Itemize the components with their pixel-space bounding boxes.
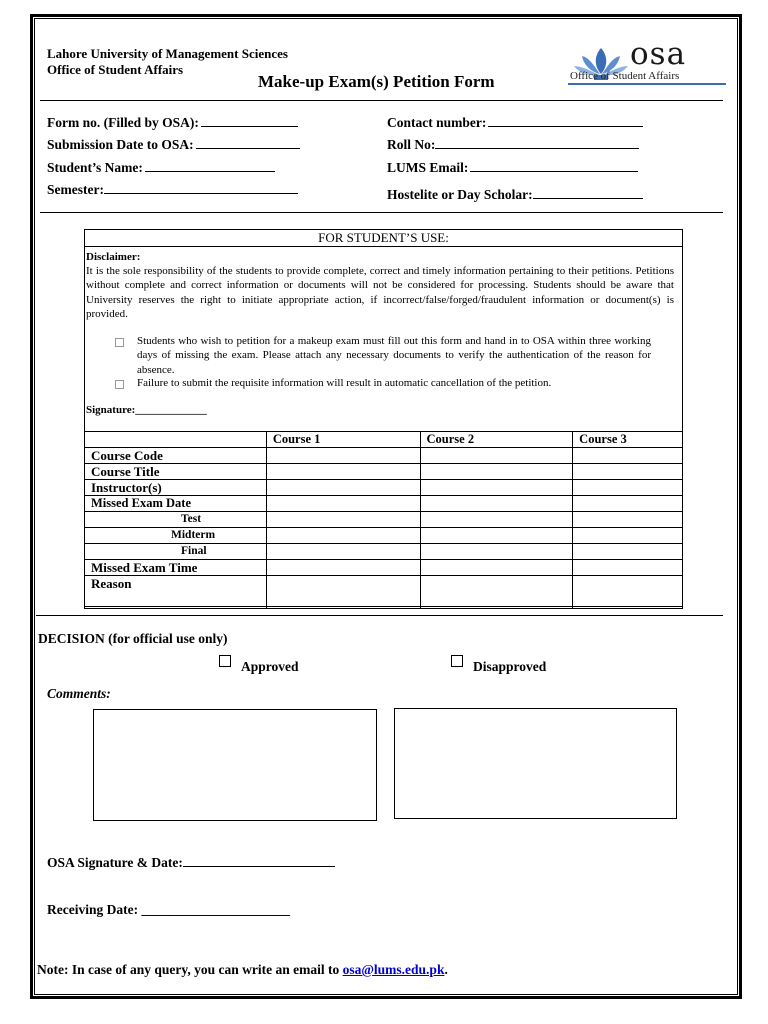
lums-email-field (387, 159, 638, 176)
table-cell[interactable] (266, 528, 420, 544)
row-label-missed-exam-time: Missed Exam Time (85, 560, 267, 576)
form-no-line[interactable] (201, 114, 298, 127)
disclaimer-heading: Disclaimer: (86, 251, 141, 263)
table-cell[interactable] (420, 544, 573, 560)
table-cell[interactable] (573, 544, 683, 560)
logo-wordmark: osa (630, 36, 687, 72)
table-row (85, 464, 683, 480)
disapproved-checkbox[interactable] (451, 655, 463, 667)
osa-signature-line[interactable] (183, 854, 335, 867)
osa-signature-label: OSA Signature & Date: (47, 855, 183, 870)
row-label-course-code: Course Code (85, 448, 267, 464)
table-cell[interactable] (420, 528, 573, 544)
table-row (85, 544, 683, 560)
table-cell[interactable] (573, 496, 683, 512)
instruction-bullet-1: Students who wish to petition for a makeup exam must fill out this form and hand in to OSA within three working days of missing the exam. Please attach any necessary documents to verify the authentication of the reason for absence. (137, 335, 651, 376)
student-name-field (47, 159, 275, 176)
table-header-cell: Course 2 (420, 432, 573, 448)
hostelite-label: Hostelite or Day Scholar: (387, 187, 533, 202)
bullet-checkbox-icon (115, 380, 124, 389)
form-title: Make-up Exam(s) Petition Form (258, 72, 495, 91)
lums-email-line[interactable] (470, 159, 638, 172)
office-name: Office of Student Affairs (47, 62, 184, 77)
table-cell[interactable] (420, 512, 573, 528)
submission-date-field (47, 136, 300, 153)
student-name-line[interactable] (145, 159, 275, 172)
osa-signature-field (47, 854, 335, 871)
row-label-test: Test (85, 512, 267, 528)
disapproved-label: Disapproved (473, 659, 547, 674)
email-link[interactable]: osa@lums.edu.pk (342, 962, 445, 977)
table-cell[interactable] (266, 544, 420, 560)
osa-logo (568, 36, 728, 84)
contact-number-label: Contact number: (387, 115, 487, 130)
lums-email-label: LUMS Email: (387, 160, 469, 175)
semester-line[interactable] (104, 181, 298, 194)
footer-period: . (444, 962, 448, 977)
roll-no-label: Roll No: (387, 137, 436, 152)
table-row (85, 448, 683, 464)
table-row (85, 576, 683, 609)
table-row (85, 480, 683, 496)
fields-divider (40, 212, 723, 213)
roll-no-field (387, 136, 639, 153)
student-signature[interactable]: Signature:_____________ (86, 404, 207, 416)
comments-box-right[interactable] (394, 708, 677, 819)
table-cell[interactable] (266, 560, 420, 576)
table-cell[interactable] (266, 448, 420, 464)
student-name-label: Student’s Name: (47, 160, 143, 175)
table-cell[interactable] (420, 448, 573, 464)
row-label-final: Final (85, 544, 267, 560)
row-label-course-title: Course Title (85, 464, 267, 480)
logo-underline (568, 83, 726, 85)
hostelite-line[interactable] (533, 186, 643, 199)
logo-subtext: Office of Student Affairs (570, 70, 680, 82)
table-row (85, 496, 683, 512)
table-cell[interactable] (573, 576, 683, 609)
table-cell[interactable] (573, 480, 683, 496)
table-cell[interactable] (573, 528, 683, 544)
footer-note-text: Note: In case of any query, you can write an email to (37, 962, 340, 977)
semester-field (47, 181, 298, 198)
table-header-cell (85, 432, 267, 448)
contact-number-field (387, 114, 643, 131)
table-cell[interactable] (266, 576, 420, 609)
approved-checkbox[interactable] (219, 655, 231, 667)
university-name: Lahore University of Management Sciences (47, 46, 288, 61)
row-label-reason: Reason (85, 576, 267, 609)
table-cell[interactable] (573, 464, 683, 480)
table-cell[interactable] (573, 448, 683, 464)
contact-number-line[interactable] (488, 114, 643, 127)
table-cell[interactable] (420, 464, 573, 480)
table-cell[interactable] (573, 512, 683, 528)
approved-label: Approved (241, 659, 299, 674)
roll-no-line[interactable] (435, 136, 639, 149)
table-row (85, 560, 683, 576)
row-label-instructors: Instructor(s) (85, 480, 267, 496)
course-table (84, 431, 683, 609)
table-header-cell: Course 1 (266, 432, 420, 448)
table-cell[interactable] (420, 560, 573, 576)
table-row (85, 512, 683, 528)
disclaimer-text: It is the sole responsibility of the students to provide complete, correct and timely information pertaining to their petitions. Petitions without complete and correct information or documents will not be considered for processing. Students should be aware that University reserves the right to initiate appropriate action, if incorrect/false/forged/fraudulent information or document(s) is provided. (86, 265, 674, 320)
submission-date-label: Submission Date to OSA: (47, 137, 194, 152)
receiving-date-field[interactable]: Receiving Date: ______________________ (47, 902, 290, 917)
row-label-midterm: Midterm (85, 528, 267, 544)
table-cell[interactable] (266, 464, 420, 480)
table-cell[interactable] (420, 576, 573, 609)
decision-heading: DECISION (for official use only) (38, 631, 228, 646)
comments-label: Comments: (47, 686, 111, 701)
comments-box-left[interactable] (93, 709, 377, 821)
table-header-row (85, 432, 683, 448)
table-cell[interactable] (573, 560, 683, 576)
form-no-field (47, 114, 298, 131)
row-label-missed-exam-date: Missed Exam Date (85, 496, 267, 512)
submission-date-line[interactable] (196, 136, 300, 149)
footer-note (37, 962, 448, 978)
table-cell[interactable] (266, 496, 420, 512)
table-row (85, 528, 683, 544)
decision-divider (36, 615, 723, 616)
instruction-bullet-2: Failure to submit the requisite information will result in automatic cancellation of the petition. (137, 377, 552, 389)
table-header-cell: Course 3 (573, 432, 683, 448)
form-no-label: Form no. (Filled by OSA): (47, 115, 199, 130)
table-cell[interactable] (266, 512, 420, 528)
hostelite-field (387, 186, 643, 203)
header-divider (40, 100, 723, 101)
table-cell[interactable] (420, 480, 573, 496)
bullet-checkbox-icon (115, 338, 124, 347)
student-section-title: FOR STUDENT’S USE: (85, 230, 682, 247)
semester-label: Semester: (47, 182, 104, 197)
table-cell[interactable] (420, 496, 573, 512)
table-cell[interactable] (266, 480, 420, 496)
